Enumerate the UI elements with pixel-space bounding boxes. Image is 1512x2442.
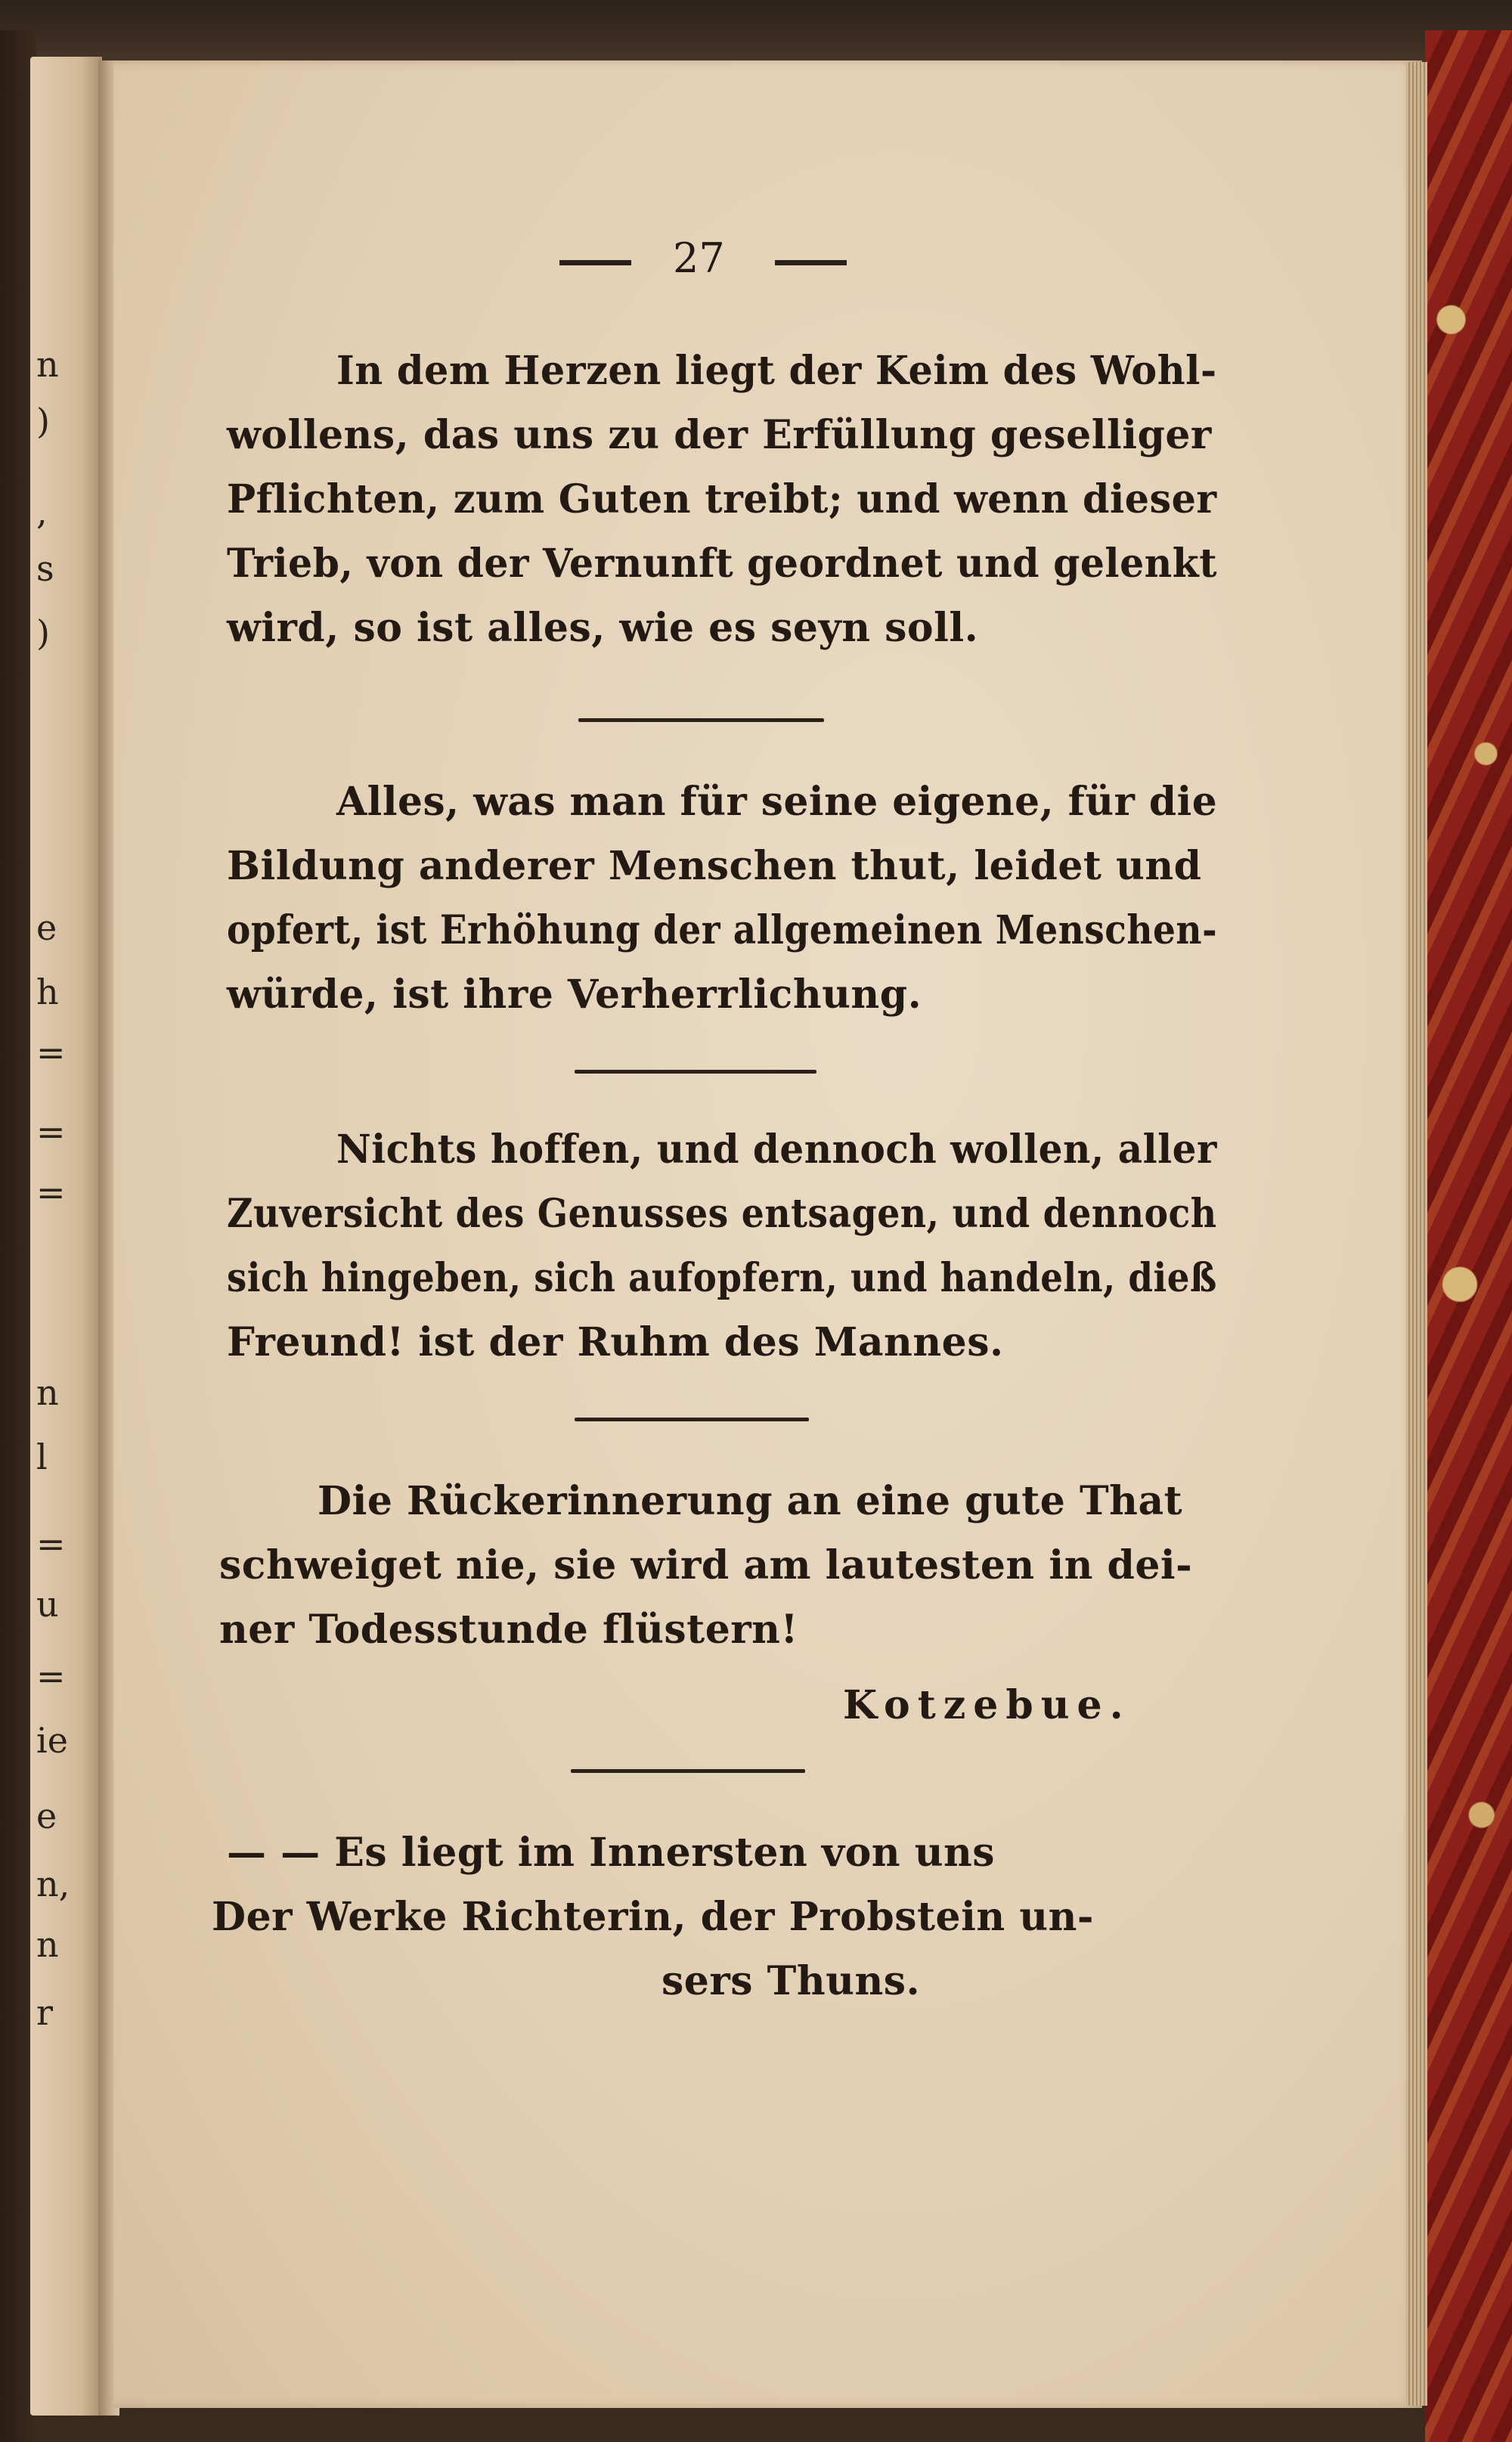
left-page-fragment: e (36, 1796, 57, 1836)
left-page-fragment: = (36, 1172, 66, 1213)
left-page-fragment: r (36, 1992, 53, 2033)
left-page-fragment: = (36, 1111, 66, 1152)
paragraph-line: wird, so ist alles, wie es seyn soll. (227, 605, 979, 651)
left-page-fragment: ) (36, 612, 50, 653)
paragraph-line: Freund! ist der Ruhm des Mannes. (227, 1319, 1004, 1365)
verse-line: sers Thuns. (662, 1958, 921, 2004)
left-page-fragment: n (36, 344, 59, 385)
page-block-edges (1406, 62, 1427, 2406)
left-page-fragment: ie (36, 1720, 68, 1761)
paragraph-line: opfert, ist Erhöhung der allgemeinen Menschen- (227, 907, 1218, 953)
left-page-fragment: h (36, 972, 59, 1012)
verse-line: Der Werke Richterin, der Probstein un- (212, 1894, 1094, 1940)
paragraph-line: sich hingeben, sich aufopfern, und handeln, dieß (227, 1255, 1217, 1301)
left-page-fragment: l (36, 1436, 48, 1477)
left-page-fragment: s (36, 548, 54, 589)
left-page-fragment: = (36, 1656, 66, 1697)
left-page-fragment: = (36, 1523, 66, 1564)
paragraph-line: Pflichten, zum Guten treibt; und wenn dieser (227, 476, 1217, 522)
paragraph-line: schweiget nie, sie wird am lautesten in dei- (219, 1542, 1193, 1588)
paragraph-line: Zuversicht des Genusses entsagen, und dennoch (227, 1191, 1217, 1237)
paragraph-line: Die Rückerinnerung an eine gute That (318, 1478, 1183, 1524)
marbled-endpaper (1425, 30, 1512, 2442)
left-page-fragment: u (36, 1584, 59, 1625)
paragraph-line: würde, ist ihre Verherrlichung. (227, 972, 922, 1018)
paragraph-line: Bildung anderer Menschen thut, leidet und (227, 843, 1202, 889)
left-page-fragment: n (36, 1372, 59, 1413)
header-dash-left (559, 260, 631, 265)
section-divider (578, 718, 824, 722)
author-signature: Kotzebue. (843, 1682, 1131, 1728)
left-page-fragment: n, (36, 1864, 70, 1904)
section-divider (575, 1070, 816, 1074)
page-header (559, 234, 847, 287)
section-divider (575, 1418, 809, 1421)
paragraph-line: Trieb, von der Vernunft geordnet und gelenkt (227, 541, 1218, 587)
paragraph-line: Nichts hoffen, und dennoch wollen, aller (336, 1126, 1217, 1173)
paragraph-line: ner Todesstunde flüstern! (219, 1607, 798, 1653)
left-page-fragment: , (36, 491, 48, 532)
left-page-fragment: n (36, 1924, 59, 1965)
previous-page-edge (30, 57, 102, 2416)
verse-line: — — Es liegt im Innersten von uns (227, 1830, 996, 1876)
paragraph-line: In dem Herzen liegt der Keim des Wohl- (336, 348, 1217, 394)
left-page-fragment: e (36, 907, 57, 948)
header-dash-right (775, 260, 847, 265)
page-number: 27 (673, 234, 725, 282)
paragraph-line: wollens, das uns zu der Erfüllung geselliger (227, 412, 1212, 458)
left-page-fragment: ) (36, 401, 50, 442)
paragraph-line: Alles, was man für seine eigene, für die (336, 779, 1218, 825)
left-page-fragment: = (36, 1032, 66, 1073)
section-divider (571, 1769, 805, 1773)
